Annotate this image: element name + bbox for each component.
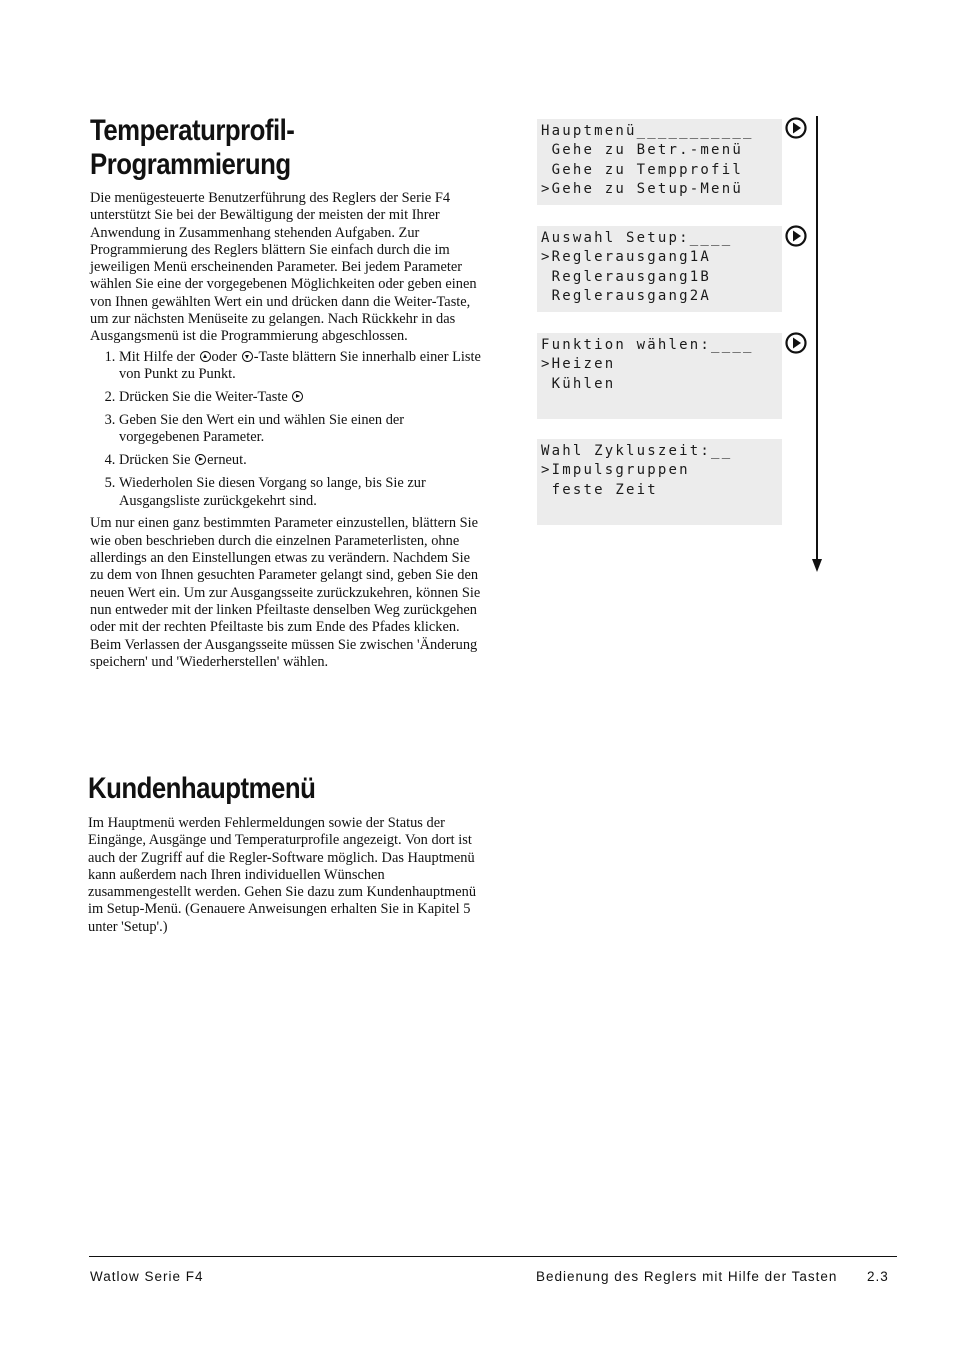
footer-left: Watlow Serie F4 [90,1269,204,1284]
footer-divider [89,1256,897,1257]
title-line-2: Programmierung [90,148,291,181]
footer-section-title: Bedienung des Reglers mit Hilfe der Tasten [536,1269,838,1284]
screen-line: Reglerausgang1B [541,268,712,285]
section1-body [90,190,482,671]
right-arrow-key-icon [785,332,807,354]
screen-line: Kühlen [541,375,616,392]
display-screen-zykluszeit [537,439,782,525]
screen-line: Gehe zu Betr.-menü [541,142,743,159]
down-arrow-icon [812,559,822,572]
display-screen-hauptmenu [537,119,782,205]
flow-line [816,116,818,562]
page-number: 2.3 [867,1269,889,1284]
title-line-1: Temperaturprofil- [90,114,295,147]
display-screen-auswahl-setup [537,226,782,312]
right-arrow-key-icon [195,454,206,465]
kundenhauptmenu-paragraph: Im Hauptmenü werden Fehlermeldungen sowie der Status der Eingänge, Ausgänge und Temperaturprofile angezeigt. Von dort ist auch der Zugriff auf die Regler-Software möglich. Das Hauptmenü kann außerdem nach Ihren individuellen Wünschen zusammengestellt werden. Gehen Sie dazu zum Kundenhauptmenü im Setup-Menü. (Genauere Anweisungen erhalten Sie in Kapitel 5 unter 'Setup'.) [88,815,477,935]
step-2: 2. Drücken Sie die Weiter-Taste [119,389,482,406]
section-title-temperaturprofil [90,114,294,182]
screen-line: Hauptmenü___________ [541,123,754,139]
down-arrow-key-icon [242,351,253,362]
step-4: 4. Drücken Sie erneut. [119,452,482,469]
steps-list [90,349,482,510]
screen-line: Reglerausgang2A [541,287,712,304]
screen-line: >Heizen [541,356,616,373]
right-arrow-key-icon [292,391,303,402]
up-arrow-key-icon [200,351,211,362]
screen-line: Funktion wählen:____ [541,337,754,353]
display-screen-funktion [537,333,782,419]
intro-paragraph: Die menügesteuerte Benutzerführung des Reglers der Serie F4 unterstützt Sie bei der Bewältigung der meisten der mit Ihrer Anwendung in Zusammenhang stehenden Aufgaben. Zur Programmierung des Reglers blättern Sie einfach durch die im jeweiligen Menü erscheinenden Parameter. Bei jedem Parameter wählen Sie eine der vorgegebenen Möglichkeiten oder geben einen von Ihnen gewählten Wert ein und drücken dann die Weiter-Taste, um zur nächsten Menüseite zu gelangen. Nach Rückkehr in das Ausgangsmenü ist die Programmierung abgeschlossen. [90,190,477,345]
outro-paragraph: Um nur einen ganz bestimmten Parameter einzustellen, blättern Sie wie oben beschrieben durch die einzelnen Parameterlisten, ohne allerdings an den Einstellungen etwas zu verändern. Nachdem Sie zu dem von Ihnen gesuchten Parameter gelangt sind, geben Sie den neuen Wert ein. Um zur Ausgangsseite zurückzukehren, können Sie nun entweder mit der linken Pfeiltaste denselben Weg zurückgehen oder mit der rechten Pfeiltaste bis zum Ende des Pfades klicken. Beim Verlassen der Ausgangsseite müssen Sie zwischen 'Änderung speichern' und 'Wiederherstellen' wählen. [90,515,481,670]
screen-line: Auswahl Setup:____ [541,230,733,246]
screen-line: >Gehe zu Setup-Menü [541,180,743,197]
step-5: 5. Wiederholen Sie diesen Vorgang so lange, bis Sie zur Ausgangsliste zurückgekehrt sind. [119,475,482,510]
screen-line: Gehe zu Tempprofil [541,161,743,178]
right-arrow-key-icon [785,117,807,139]
screen-line: Wahl Zykluszeit:__ [541,443,733,459]
step-3: 3. Geben Sie den Wert ein und wählen Sie einen der vorgegebenen Parameter. [119,412,482,447]
section2-body [88,815,480,936]
screen-line: feste Zeit [541,481,658,498]
screen-line: >Reglerausgang1A [541,249,712,266]
screen-line: >Impulsgruppen [541,462,690,479]
step-1: 1. Mit Hilfe der oder -Taste blättern Sie innerhalb einer Liste von Punkt zu Punkt. [119,349,482,384]
right-arrow-key-icon [785,225,807,247]
section-title-kundenhauptmenu: Kundenhauptmenü [88,772,316,805]
